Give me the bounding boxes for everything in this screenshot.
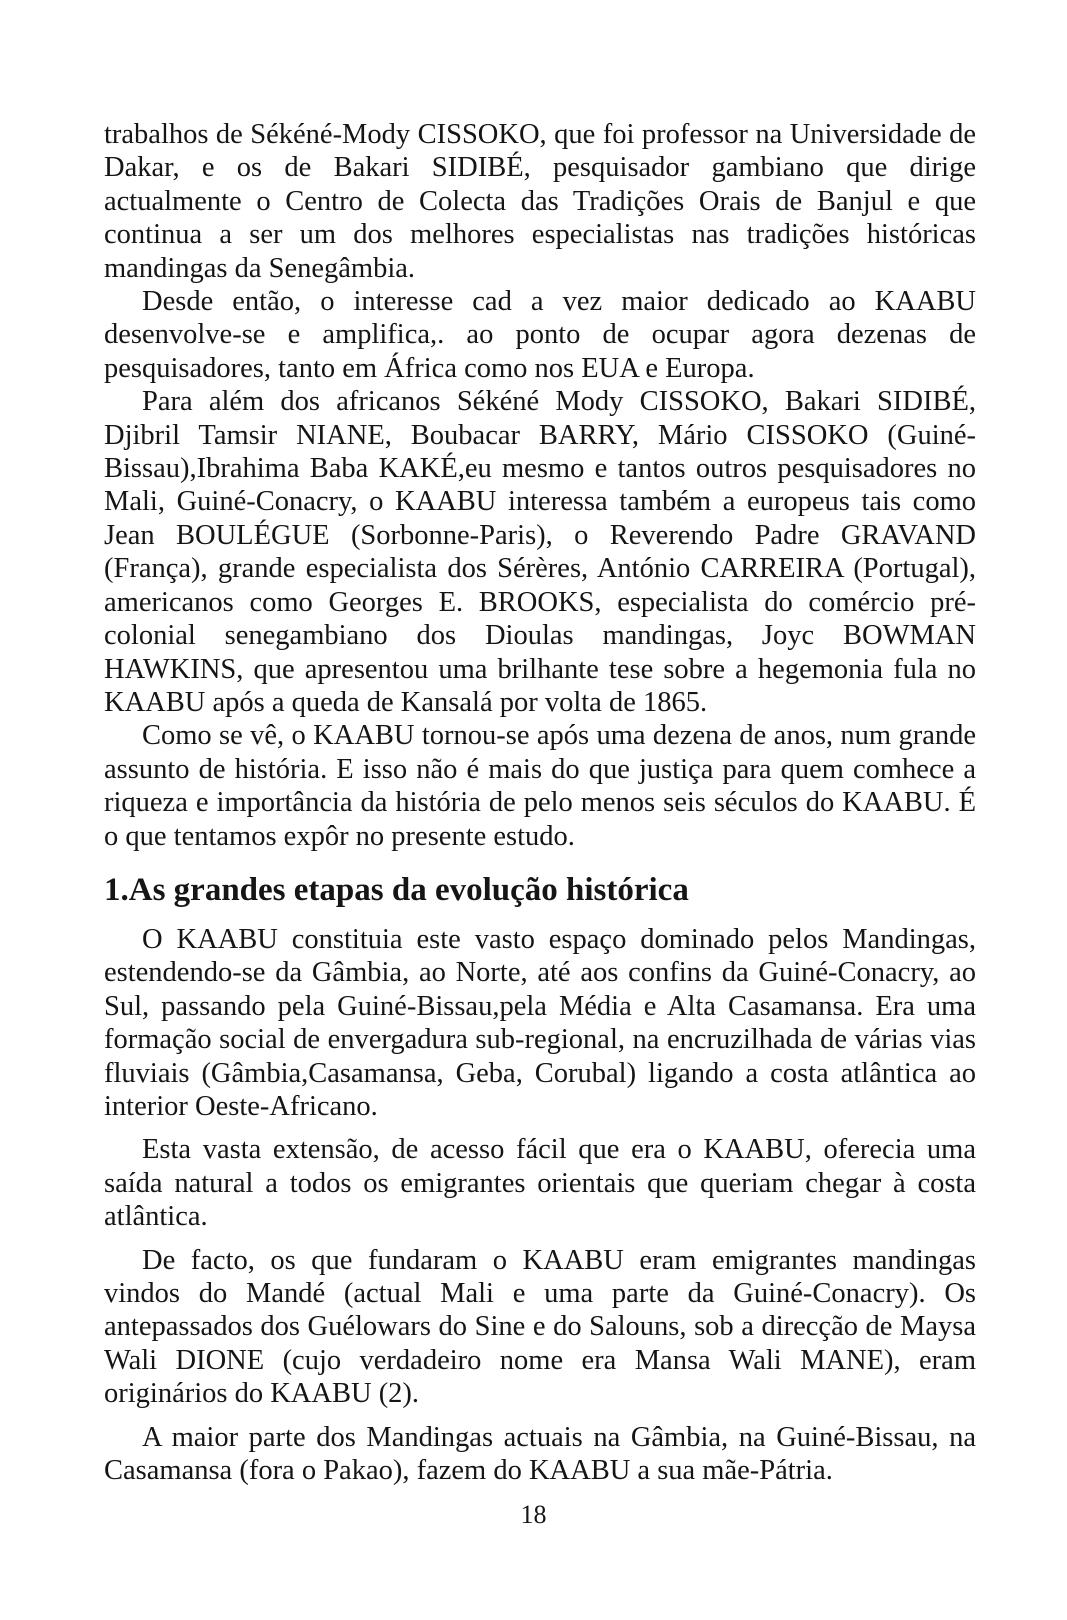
section-heading: 1.As grandes etapas da evolução histórica — [104, 871, 689, 908]
paragraph-1: trabalhos de Sékéné-Mody CISSOKO, que foi professor na Universidade de Dakar, e os de Bakari SIDIBÉ, pesquisador gambiano que dirige actualmente o Centro de Colecta das Tradições Orais de Banjul e que continua a ser um dos melhores especialistas nas tradições históricas mandingas da Senegâmbia. — [104, 119, 976, 284]
paragraph-4: Como se vê, o KAABU tornou-se após uma dezena de anos, num grande assunto de história. E isso não é mais do que justiça para quem comhece a riqueza e importância da história de pelo menos seis séculos do KAABU. É o que tentamos expôr no presente estudo. — [104, 720, 976, 852]
paragraph-6: Esta vasta extensão, de acesso fácil que era o KAABU, oferecia uma saída natural a todos os emigrantes orientais que queriam chegar à costa atlântica. — [104, 1134, 976, 1233]
paragraph-3: Para além dos africanos Sékéné Mody CISSOKO, Bakari SIDIBÉ, Djibril Tamsir NIANE, Boubacar BARRY, Mário CISSOKO (Guiné-Bissau),Ibrahima Baba KAKÉ,eu mesmo e tantos outros pesquisadores no Mali, Guiné-Conacry, o KAABU interessa também a europeus tais como Jean BOULÉGUE (Sorbonne-Paris), o Reverendo Padre GRAVAND (França), grande especialista dos Sérères, António CARREIRA (Portugal), americanos como Georges E. BROOKS, especialista do comércio pré-colonial senegambiano dos Dioulas mandingas, Joyc BOWMAN HAWKINS, que apresentou uma brilhante tese sobre a hegemonia fula no KAABU após a queda de Kansalá por volta de 1865. — [104, 386, 976, 718]
body-text — [104, 118, 976, 1487]
paragraph-8: A maior parte dos Mandingas actuais na Gâmbia, na Guiné-Bissau, na Casamansa (fora o Pakao), fazem do KAABU a sua mãe-Pátria. — [104, 1421, 976, 1487]
paragraph-2: Desde então, o interesse cad a vez maior dedicado ao KAABU desenvolve-se e amplifica,. ao ponto de ocupar agora dezenas de pesquisadores, tanto em África como nos EUA e Europa. — [104, 286, 976, 384]
page-number: 18 — [520, 1500, 547, 1529]
paragraph-5: O KAABU constituia este vasto espaço dominado pelos Mandingas, estendendo-se da Gâmbia, ao Norte, até aos confins da Guiné-Conacry, ao Sul, passando pela Guiné-Bissau,pela Média e Alta Casamansa. Era uma formação social de envergadura sub-regional, na encruzilhada de várias vias fluviais (Gâmbia,Casamansa, Geba, Corubal) ligando a costa atlântica ao interior Oeste-Africano. — [104, 923, 976, 1122]
paragraph-7: De facto, os que fundaram o KAABU eram emigrantes mandingas vindos do Mandé (actual Mali e uma parte da Guiné-Conacry). Os antepassados dos Guélowars do Sine e do Salouns, sob a direcção de Maysa Wali DIONE (cujo verdadeiro nome era Mansa Wali MANE), eram originários do KAABU (2). — [104, 1244, 976, 1410]
